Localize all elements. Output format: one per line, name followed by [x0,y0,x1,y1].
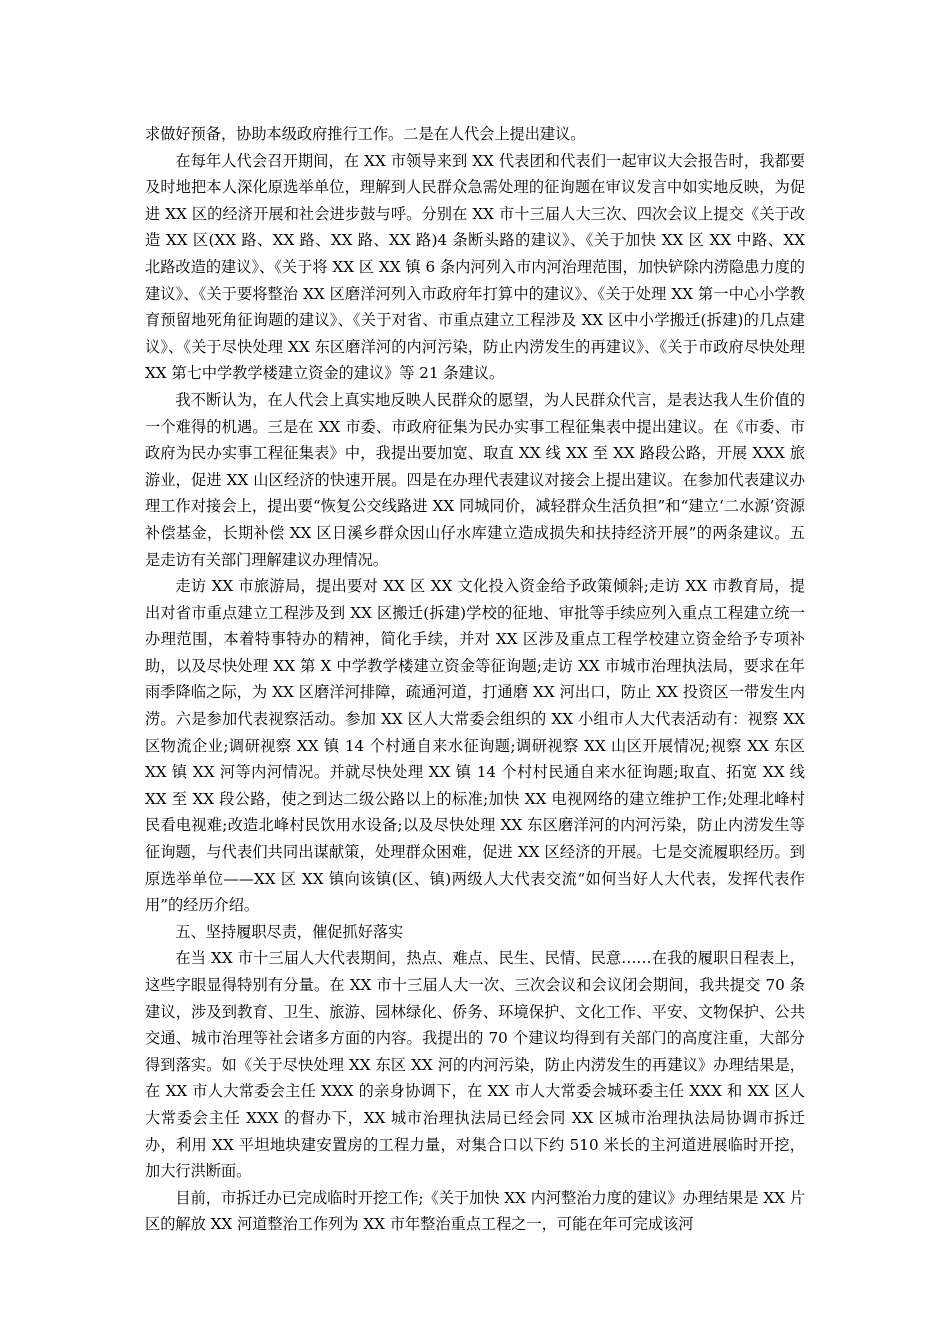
paragraph: 在每年人代会召开期间，在 XX 市领导来到 XX 代表团和代表们一起审议大会报告时，我都要及时地把本人深化原选举单位，理解到人民群众急需处理的征询题在审议发言中如实地反映，为促进 XX 区的经济开展和社会进步鼓与呼。分别在 XX 市十三届人大三次、四次会议上提交《关于改造 XX 区(XX 路、XX 路、XX 路、XX 路)4 条断头路的建议》、《关于加快 XX 区 XX 中路、XX 北路改造的建议》、《关于将 XX 区 XX 镇 6 条内河列入市内河治理范围，加快铲除内涝隐患力度的建议》、《关于要将整治 XX 区磨洋河列入市政府年打算中的建议》、《关于处理 XX 第一中心小学教育预留地死角征询题的建议》、《关于对省、市重点建立工程涉及 XX 区中小学搬迁(拆建)的几点建议》、《关于尽快处理 XX 东区磨洋河的内河污染，防止内涝发生的再建议》、《关于市政府尽快处理 XX 第七中学教学楼建立资金的建议》等 21 条建议。 [145,151,805,383]
paragraph: 目前，市拆迁办已完成临时开挖工作;《关于加快 XX 内河整治力度的建议》办理结果是 XX 片区的解放 XX 河道整治工作列为 XX 市年整治重点工程之一，可能在年可完成该河 [145,1188,806,1234]
document-body [145,121,805,1238]
paragraph: 我不断认为，在人代会上真实地反映人民群众的愿望，为人民群众代言，是表达我人生价值的一个难得的机遇。三是在 XX 市委、市政府征集为民办实事工程征集表中提出建议。在《市委、市政府为民办实事工程征集表》中，我提出要加宽、取直 XX 线 XX 至 XX 路段公路，开展 XXX 旅游业，促进 XX 山区经济的快速开展。四是在办理代表建议对接会上提出建议。在参加代表建议办理工作对接会上，提出要“恢复公交线路进 XX 同城同价，减轻群众生活负担”和“建立‘二水源’资源补偿基金，长期补偿 XX 区日溪乡群众因山仔水库建立造成损失和扶持经济开展”的两条建议。五是走访有关部门理解建议办理情况。 [145,390,805,569]
paragraph: 求做好预备，协助本级政府推行工作。二是在人代会上提出建议。 [145,125,586,143]
section-heading: 五、坚持履职尽责，催促抓好落实 [175,922,404,941]
paragraph: 在当 XX 市十三届人大代表期间，热点、难点、民生、民情、民意……在我的履职日程表上，这些字眼显得特别有分量。在 XX 市十三届人大一次、三次会议和会议闭会期间，我共提交 70 条建议，涉及到教育、卫生、旅游、园林绿化、侨务、环境保护、文化工作、平安、文物保护、公共交通、城市治理等社会诸多方面的内容。我提出的 70 个建议均得到有关部门的高度注重，大部分得到落实。如《关于尽快处理 XX 东区 XX 河的内河污染，防止内涝发生的再建议》办理结果是，在 XX 市人大常委会主任 XXX 的亲身协调下，在 XX 市人大常委会城环委主任 XXX 和 XX 区人大常委会主任 XXX 的督办下，XX 城市治理执法局已经会同 XX 区城市治理执法局协调市拆迁办，利用 XX 平坦地块建安置房的工程力量，对集合口以下约 510 米长的主河道进展临时开挖，加大行洪断面。 [145,949,805,1181]
paragraph: 走访 XX 市旅游局，提出要对 XX 区 XX 文化投入资金给予政策倾斜;走访 XX 市教育局，提出对省市重点建立工程涉及到 XX 区搬迁(拆建)学校的征地、审批等手续应列入重点工程建立统一办理范围，本着特事特办的精神，简化手续，并对 XX 区涉及重点工程学校建立资金给予专项补助，以及尽快处理 XX 第 X 中学教学楼建立资金等征询题;走访 XX 市城市治理执法局，要求在年雨季降临之际，为 XX 区磨洋河排障，疏通河道，打通磨 XX 河出口，防止 XX 投资区一带发生内涝。六是参加代表视察活动。参加 XX 区人大常委会组织的 XX 小组市人大代表活动有：视察 XX 区物流企业;调研视察 XX 镇 14 个村通自来水征询题;调研视察 XX 山区开展情况;视察 XX 东区 XX 镇 XX 河等内河情况。并就尽快处理 XX 镇 14 个村村民通自来水征询题;取直、拓宽 XX 线 XX 至 XX 段公路，使之到达二级公路以上的标准;加快 XX 电视网络的建立维护工作;处理北峰村民看电视难;改造北峰村民饮用水设备;以及尽快处理 XX 东区磨洋河的内河污染，防止内涝发生等征询题，与代表们共同出谋献策，处理群众困难，促进 XX 区经济的开展。七是交流履职经历。到原选举单位——XX 区 XX 镇向该镇(区、镇)两级人大代表交流“如何当好人大代表，发挥代表作用”的经历介绍。 [145,577,805,915]
